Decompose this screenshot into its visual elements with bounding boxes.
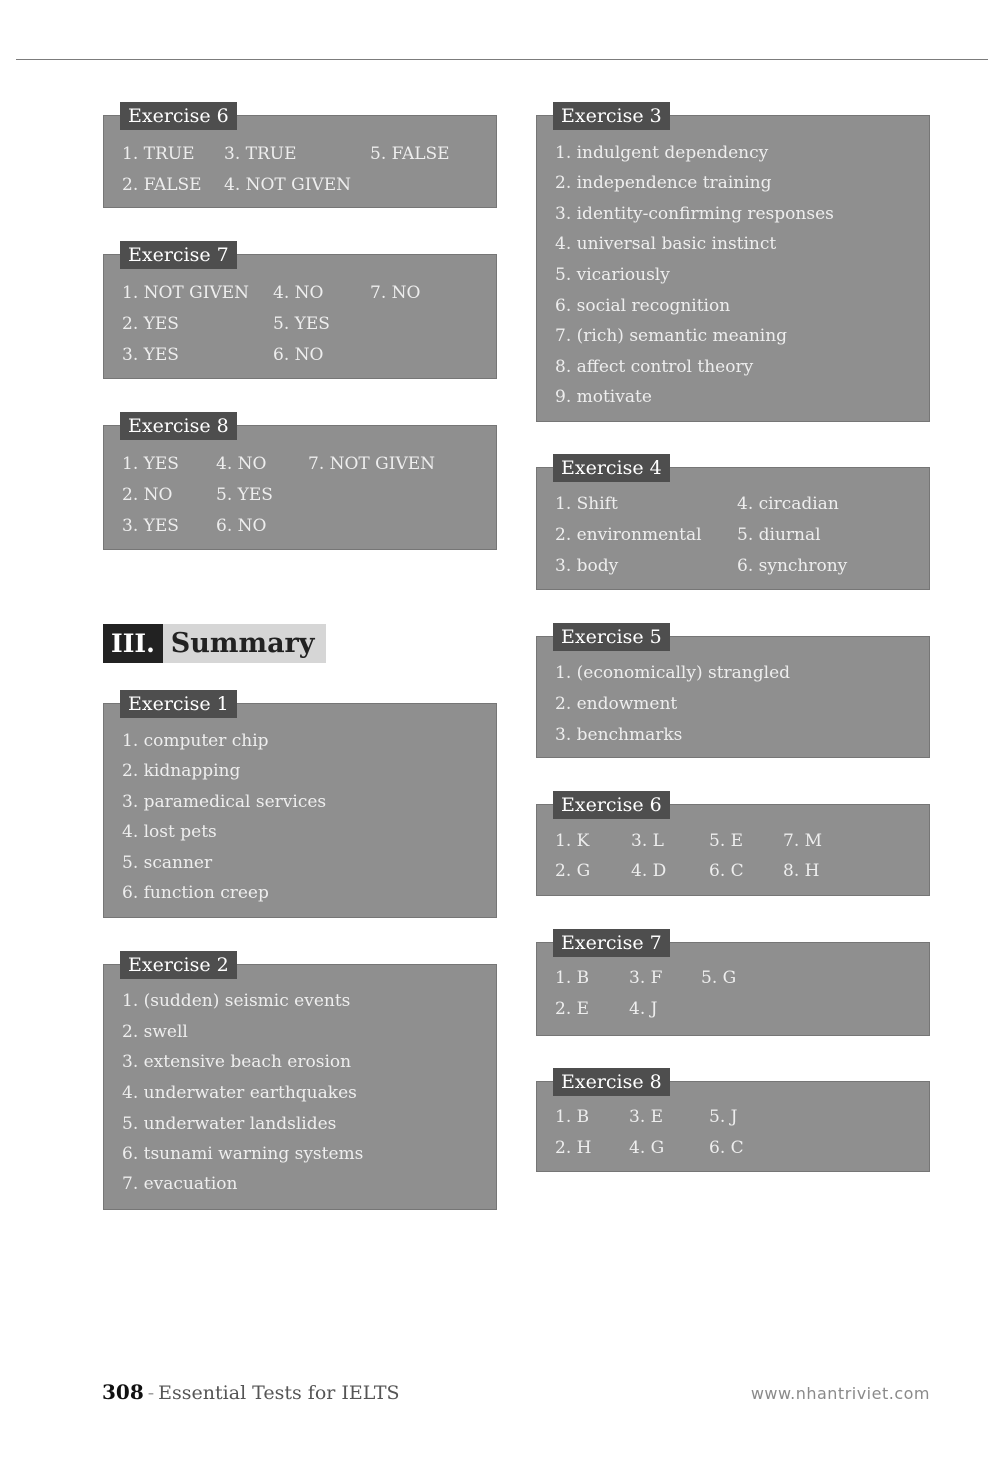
answer: 6. C (709, 861, 744, 881)
exercise-box-right-6 (536, 794, 930, 896)
answer: 1. YES (122, 454, 179, 474)
answer: 5. vicariously (555, 265, 670, 285)
answer: 4. universal basic instinct (555, 234, 777, 254)
answer: 1. K (555, 831, 590, 851)
answer: 2. YES (122, 314, 179, 334)
answer: 6. social recognition (555, 296, 731, 316)
answer: 4. D (631, 861, 667, 881)
footer-separator: - (147, 1382, 155, 1404)
answer: 7. M (783, 831, 823, 851)
summary-exercise-box-2 (103, 954, 497, 1210)
answer: 1. NOT GIVEN (122, 283, 250, 303)
exercise-title: Exercise 4 (553, 454, 670, 482)
answer: 2. kidnapping (122, 761, 241, 781)
exercise-title: Exercise 3 (553, 102, 670, 130)
exercise-title: Exercise 2 (120, 951, 237, 979)
answer: 6. function creep (122, 883, 269, 903)
answer: 1. TRUE (122, 144, 195, 164)
answer: 2. H (555, 1138, 592, 1158)
answer: 5. underwater landslides (122, 1114, 337, 1134)
answer: 7. evacuation (122, 1174, 238, 1194)
exercise-title: Exercise 6 (120, 102, 237, 130)
answer: 2. G (555, 861, 591, 881)
answer: 5. G (701, 968, 737, 988)
exercise-title: Exercise 8 (120, 412, 237, 440)
answer: 6. C (709, 1138, 744, 1158)
answer: 8. H (783, 861, 820, 881)
answer: 1. (sudden) seismic events (122, 991, 351, 1011)
answer: 3. body (555, 556, 619, 576)
answer: 6. tsunami warning systems (122, 1144, 364, 1164)
answer: 1. indulgent dependency (555, 143, 769, 163)
exercise-box-right-8 (536, 1071, 930, 1172)
answer: 2. NO (122, 485, 173, 505)
answer: 5. YES (273, 314, 330, 334)
answer: 6. synchrony (737, 556, 848, 576)
answer: 1. B (555, 968, 590, 988)
answer: 2. endowment (555, 694, 678, 714)
answer: 5. FALSE (370, 144, 450, 164)
exercise-box-right-3 (536, 105, 930, 422)
answer: 3. L (631, 831, 664, 851)
exercise-box-right-7 (536, 932, 930, 1036)
answer: 3. YES (122, 516, 179, 536)
answer: 3. TRUE (224, 144, 297, 164)
exercise-title: Exercise 1 (120, 690, 237, 718)
book-title: Essential Tests for IELTS (158, 1382, 400, 1404)
answer: 2. E (555, 999, 590, 1019)
answer: 5. scanner (122, 853, 213, 873)
answer: 5. E (709, 831, 744, 851)
answer: 7. NO (370, 283, 421, 303)
answer: 3. E (629, 1107, 664, 1127)
answer: 7. NOT GIVEN (308, 454, 436, 474)
answer: 6. NO (273, 345, 324, 365)
exercise-box-left-7 (103, 244, 497, 379)
exercise-title: Exercise 7 (120, 241, 237, 269)
exercise-box-left-6 (103, 105, 497, 208)
answer: 1. B (555, 1107, 590, 1127)
answer: 5. diurnal (737, 525, 821, 545)
answer: 4. lost pets (122, 822, 217, 842)
answer: 5. YES (216, 485, 273, 505)
summary-exercise-box-1 (103, 693, 497, 918)
section-number: III. (103, 624, 163, 663)
answer: 3. benchmarks (555, 725, 683, 745)
answer: 4. J (629, 999, 658, 1019)
exercise-title: Exercise 5 (553, 623, 670, 651)
answer: 2. FALSE (122, 175, 202, 195)
page-number: 308 (102, 1380, 144, 1404)
answer: 4. NO (216, 454, 267, 474)
answer: 1. computer chip (122, 731, 269, 751)
answer: 3. YES (122, 345, 179, 365)
website-url: www.nhantriviet.com (750, 1384, 930, 1403)
answer: 4. underwater earthquakes (122, 1083, 357, 1103)
exercise-title: Exercise 8 (553, 1068, 670, 1096)
exercise-box-left-8 (103, 415, 497, 550)
top-rule (16, 59, 988, 60)
exercise-box-right-5 (536, 626, 930, 758)
exercise-title: Exercise 7 (553, 929, 670, 957)
answer: 9. motivate (555, 387, 652, 407)
answer: 4. NO (273, 283, 324, 303)
answer: 1. (economically) strangled (555, 663, 791, 683)
answer: 3. paramedical services (122, 792, 327, 812)
answer: 4. NOT GIVEN (224, 175, 352, 195)
footer-left (102, 1380, 400, 1404)
answer: 2. environmental (555, 525, 702, 545)
answer: 4. circadian (737, 494, 839, 514)
answer: 7. (rich) semantic meaning (555, 326, 788, 346)
answer: 1. Shift (555, 494, 618, 514)
answer: 2. independence training (555, 173, 772, 193)
answer: 5. J (709, 1107, 738, 1127)
answer: 3. F (629, 968, 663, 988)
answer: 8. affect control theory (555, 357, 754, 377)
exercise-title: Exercise 6 (553, 791, 670, 819)
section-heading (103, 624, 326, 663)
answer: 6. NO (216, 516, 267, 536)
exercise-box-right-4 (536, 457, 930, 590)
answer: 4. G (629, 1138, 665, 1158)
answer: 3. extensive beach erosion (122, 1052, 352, 1072)
answer: 2. swell (122, 1022, 188, 1042)
section-title: Summary (163, 624, 327, 663)
answer: 3. identity-confirming responses (555, 204, 834, 224)
